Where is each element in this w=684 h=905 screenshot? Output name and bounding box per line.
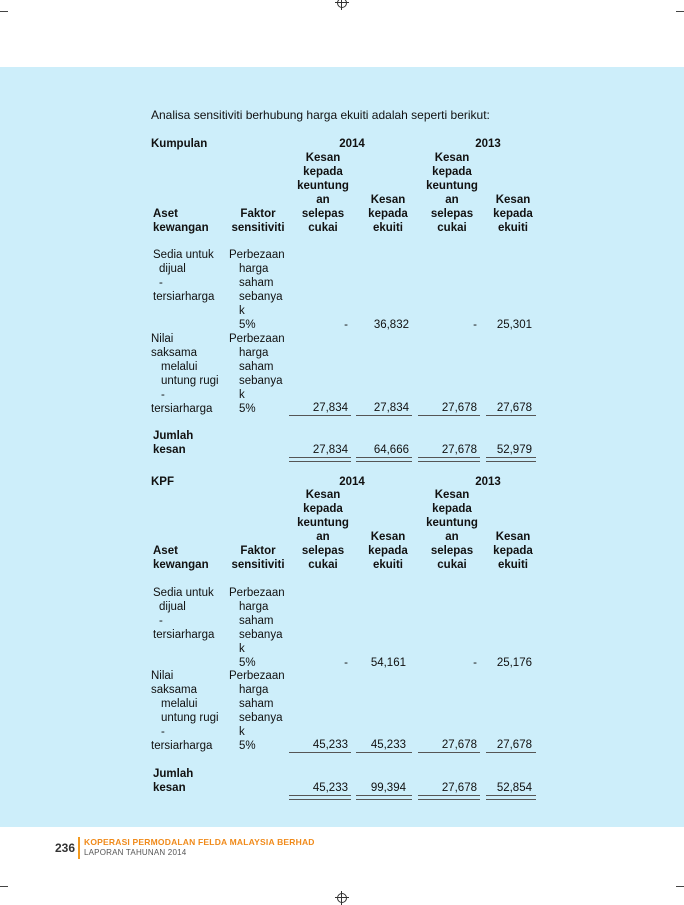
col-header-line: selepas — [301, 208, 345, 220]
cell-value: - — [473, 657, 477, 669]
total-double-rule — [356, 457, 412, 462]
col-header-line: Kesan — [370, 531, 406, 543]
col-header-line: Kesan — [370, 194, 406, 206]
row-label-line: saksama — [151, 347, 198, 359]
col-header-line: Kesan — [305, 489, 341, 501]
col-header-line: an — [445, 194, 459, 206]
total-double-rule — [486, 795, 536, 800]
row-factor-line: harga — [239, 347, 269, 359]
registration-mark-bottom — [337, 893, 347, 903]
col-header-line: sensitiviti — [231, 222, 285, 234]
col-header-equity-2013 — [483, 193, 543, 235]
crop-mark — [676, 11, 684, 12]
row-factor-line: sebanya — [239, 291, 283, 303]
col-header-line: ekuiti — [497, 559, 529, 571]
row-factor-line: k — [239, 389, 245, 401]
footer-organization: KOPERASI PERMODALAN FELDA MALAYSIA BERHAD — [84, 837, 315, 847]
total-double-rule — [418, 795, 480, 800]
total-value: 27,678 — [441, 782, 477, 794]
section-title: KPF — [151, 476, 174, 488]
col-header-line: keuntung — [297, 517, 349, 529]
col-header-line: Aset — [153, 208, 178, 220]
total-double-rule — [289, 457, 351, 462]
row-label-fv — [151, 332, 219, 416]
row-label-afs — [153, 248, 214, 304]
cell-value: - — [473, 319, 477, 331]
col-header-line: Kesan — [305, 152, 341, 164]
col-header-asset — [153, 544, 209, 572]
row-label-line: untung rugi — [161, 375, 219, 387]
row-factor-line: 5% — [239, 403, 256, 415]
col-header-factor — [227, 207, 289, 235]
row-label-total — [153, 429, 193, 457]
col-header-line: selepas — [430, 208, 474, 220]
total-value: 64,666 — [373, 444, 409, 456]
section-title: Kumpulan — [151, 138, 208, 150]
footer-divider — [78, 837, 80, 859]
row-label-line: dijual — [159, 263, 186, 275]
col-header-line: selepas — [301, 545, 345, 557]
col-header-line: kepada — [493, 545, 533, 557]
cell-value: 36,832 — [373, 319, 409, 331]
col-header-line: kepada — [303, 166, 343, 178]
col-header-line: keuntung — [297, 180, 349, 192]
col-header-line: keuntung — [426, 180, 478, 192]
row-label-fv — [151, 669, 219, 753]
row-factor-line: 5% — [239, 657, 256, 669]
year-header: 2013 — [475, 138, 501, 150]
row-factor-line: harga — [239, 684, 269, 696]
col-header-line: ekuiti — [497, 222, 529, 234]
row-label-line: Nilai — [151, 670, 174, 682]
total-double-rule — [289, 795, 351, 800]
total-double-rule — [418, 457, 480, 462]
row-label-line: tersiarharga — [153, 291, 215, 303]
row-label-line: saksama — [151, 684, 198, 696]
row-label-line: untung rugi — [161, 712, 219, 724]
row-factor-afs — [229, 248, 285, 332]
subtotal-rule — [486, 415, 536, 416]
total-value: 27,678 — [441, 444, 477, 456]
row-factor-line: saham — [239, 361, 274, 373]
col-header-equity-2014 — [358, 193, 418, 235]
subtotal-rule — [418, 752, 480, 753]
col-header-line: keuntung — [426, 517, 478, 529]
row-label-afs — [153, 586, 214, 642]
cell-value: 54,161 — [370, 657, 406, 669]
cell-value: 27,678 — [496, 739, 532, 751]
row-label-line: kesan — [153, 782, 186, 794]
year-header: 2014 — [339, 138, 365, 150]
row-factor-line: 5% — [239, 319, 256, 331]
col-header-line: kepada — [493, 208, 533, 220]
subtotal-rule — [418, 415, 480, 416]
col-header-line: kewangan — [153, 222, 209, 234]
row-label-line: tersiarharga — [151, 740, 213, 752]
row-factor-line: sebanya — [239, 375, 283, 387]
total-value: 52,854 — [496, 782, 532, 794]
col-header-profit-2014 — [293, 488, 353, 572]
col-header-line: an — [316, 531, 330, 543]
row-factor-line: saham — [239, 277, 274, 289]
total-double-rule — [486, 457, 536, 462]
total-double-rule — [356, 795, 412, 800]
cell-value: - — [344, 657, 348, 669]
col-header-factor — [227, 544, 289, 572]
year-header: 2014 — [339, 476, 365, 488]
col-header-line: kewangan — [153, 559, 209, 571]
row-factor-line: Perbezaan — [229, 333, 285, 345]
row-label-line: Sedia untuk — [153, 249, 214, 261]
row-label-line: - — [161, 389, 165, 401]
row-factor-line: k — [239, 726, 245, 738]
col-header-line: an — [445, 531, 459, 543]
row-factor-fv — [229, 332, 285, 416]
row-factor-line: k — [239, 305, 245, 317]
cell-value: 25,176 — [496, 657, 532, 669]
row-label-line: - — [159, 277, 163, 289]
col-header-line: kepada — [303, 503, 343, 515]
cell-value: 45,233 — [312, 739, 348, 751]
row-label-line: Jumlah — [153, 430, 194, 442]
col-header-equity-2013 — [483, 530, 543, 572]
col-header-line: Aset — [153, 545, 178, 557]
col-header-line: kepada — [432, 166, 472, 178]
total-value: 52,979 — [496, 444, 532, 456]
col-header-line: Kesan — [434, 489, 470, 501]
row-factor-line: Perbezaan — [229, 670, 285, 682]
col-header-line: kepada — [368, 208, 408, 220]
col-header-line: ekuiti — [372, 222, 404, 234]
col-header-equity-2014 — [358, 530, 418, 572]
row-factor-line: saham — [239, 698, 274, 710]
col-header-line: Kesan — [434, 152, 470, 164]
subtotal-rule — [356, 752, 412, 753]
row-factor-line: Perbezaan — [229, 249, 285, 261]
row-label-line: tersiarharga — [151, 403, 213, 415]
col-header-line: cukai — [437, 559, 467, 571]
row-label-line: Sedia untuk — [153, 587, 214, 599]
row-label-line: dijual — [159, 601, 186, 613]
col-header-profit-2013 — [422, 488, 482, 572]
subtotal-rule — [486, 752, 536, 753]
cell-value: 27,678 — [496, 402, 532, 414]
col-header-line: cukai — [437, 222, 467, 234]
col-header-asset — [153, 207, 209, 235]
row-label-line: tersiarharga — [153, 629, 215, 641]
col-header-line: ekuiti — [372, 559, 404, 571]
col-header-line: Kesan — [495, 531, 531, 543]
cell-value: 27,834 — [373, 402, 409, 414]
cell-value: - — [344, 319, 348, 331]
total-value: 99,394 — [370, 782, 406, 794]
row-label-line: melalui — [161, 698, 198, 710]
row-factor-line: saham — [239, 615, 274, 627]
col-header-line: Faktor — [240, 208, 276, 220]
col-header-line: sensitiviti — [231, 559, 285, 571]
subtotal-rule — [356, 415, 412, 416]
row-factor-line: k — [239, 643, 245, 655]
subtotal-rule — [289, 415, 351, 416]
row-label-total — [153, 767, 193, 795]
crop-mark — [0, 11, 8, 12]
row-factor-line: harga — [239, 601, 269, 613]
row-factor-line: sebanya — [239, 712, 283, 724]
footer-report-title: LAPORAN TAHUNAN 2014 — [84, 848, 187, 857]
cell-value: 45,233 — [370, 739, 406, 751]
row-factor-line: sebanya — [239, 629, 283, 641]
intro-text: Analisa sensitiviti berhubung harga ekuiti adalah seperti berikut: — [151, 108, 490, 122]
cell-value: 27,834 — [312, 402, 348, 414]
row-factor-line: harga — [239, 263, 269, 275]
page-number: 236 — [55, 841, 76, 855]
row-label-line: kesan — [153, 444, 186, 456]
col-header-line: Faktor — [240, 545, 276, 557]
row-factor-fv — [229, 669, 285, 753]
row-label-line: melalui — [161, 361, 198, 373]
row-label-line: Jumlah — [153, 768, 194, 780]
col-header-line: an — [316, 194, 330, 206]
cell-value: 25,301 — [496, 319, 532, 331]
year-header: 2013 — [475, 476, 501, 488]
col-header-profit-2014 — [293, 151, 353, 235]
row-label-line: - — [161, 726, 165, 738]
cell-value: 27,678 — [441, 739, 477, 751]
row-factor-afs — [229, 586, 285, 670]
col-header-line: selepas — [430, 545, 474, 557]
row-factor-line: 5% — [239, 740, 256, 752]
row-label-line: Nilai — [151, 333, 174, 345]
subtotal-rule — [289, 752, 351, 753]
col-header-line: kepada — [368, 545, 408, 557]
row-factor-line: Perbezaan — [229, 587, 285, 599]
total-value: 27,834 — [312, 444, 348, 456]
cell-value: 27,678 — [441, 402, 477, 414]
col-header-line: Kesan — [495, 194, 531, 206]
registration-mark-top — [337, 0, 347, 8]
col-header-line: kepada — [432, 503, 472, 515]
crop-mark — [676, 886, 684, 887]
col-header-line: cukai — [308, 559, 338, 571]
total-value: 45,233 — [312, 782, 348, 794]
col-header-line: cukai — [308, 222, 338, 234]
row-label-line: - — [159, 615, 163, 627]
crop-mark — [0, 886, 8, 887]
col-header-profit-2013 — [422, 151, 482, 235]
